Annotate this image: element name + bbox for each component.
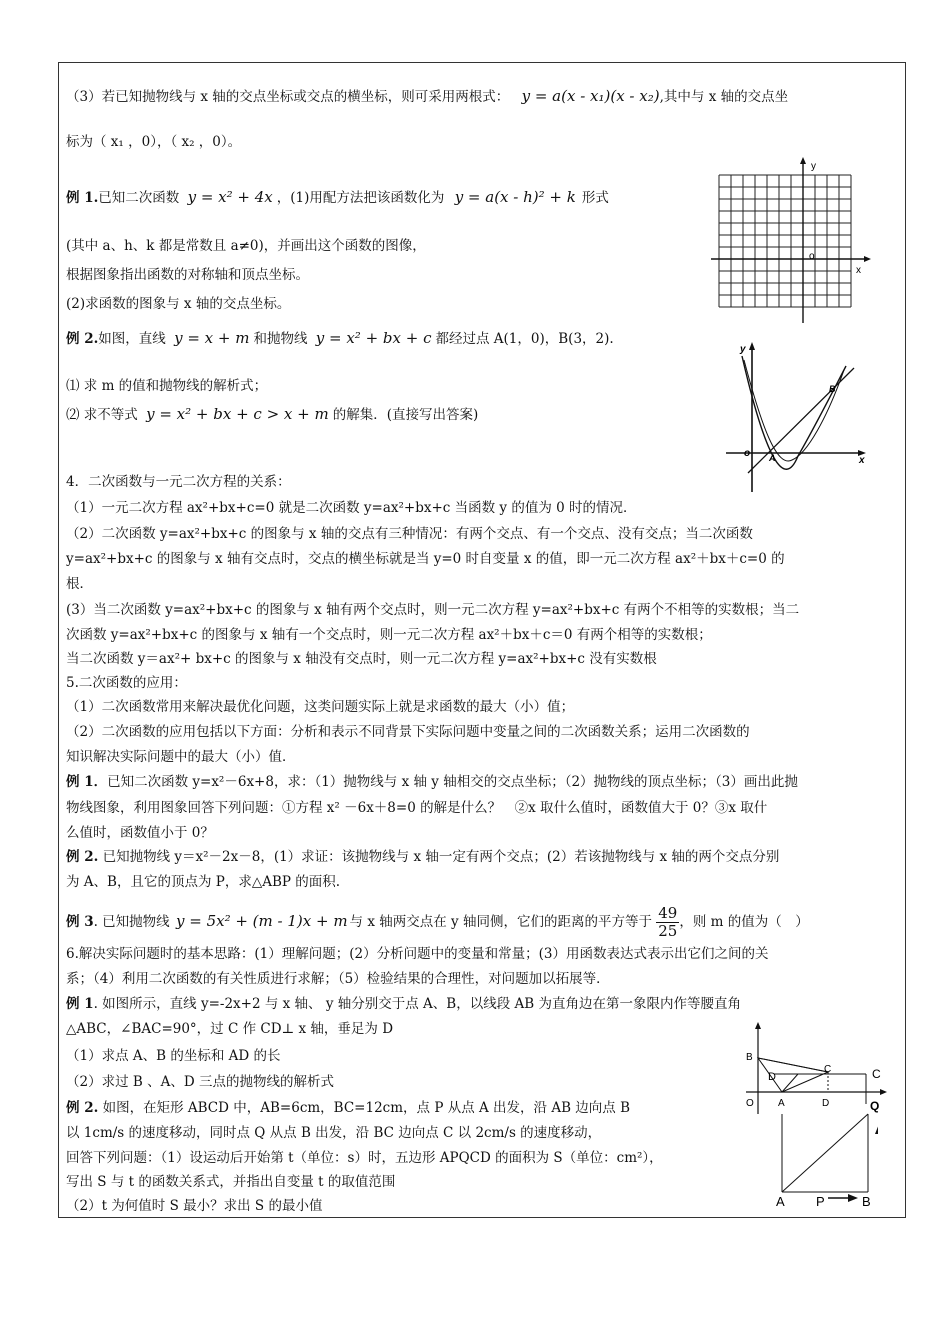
section-5-point-1: （1）二次函数常用来解决最优化问题，这类问题实际上就是求函数的最大（小）值； bbox=[66, 699, 575, 715]
vertex-form-formula: y = a(x - h)² + k bbox=[454, 188, 576, 206]
example-1-line-2: (其中 a、h、k 都是常数且 a≠0)，并画出这个函数的图像， bbox=[66, 238, 426, 254]
text: . 已知抛物线 bbox=[93, 914, 170, 930]
section-5-example-1c: 么值时，函数值小于 0？ bbox=[66, 825, 214, 841]
section-6-example-2b: 以 1cm/s 的速度移动，同时点 Q 从点 B 出发，沿 BC 边向点 C 以 2cm/s 的速度移动， bbox=[66, 1125, 602, 1141]
y-axis-label: y bbox=[811, 161, 816, 172]
section-6-example-1-question-1: （1）求点 A、B 的坐标和 AD 的长 bbox=[66, 1048, 281, 1064]
section-4-point-3a: (3）当二次函数 y=ax²+bx+c 的图象与 x 轴有两个交点时，则一元二次方程 y=ax²+bx+c 有两个不相等的实数根；当二 bbox=[66, 602, 800, 618]
rectangle-figure bbox=[768, 1112, 878, 1212]
example-1-line-4: (2)求函数的图象与 x 轴的交点坐标。 bbox=[66, 296, 291, 312]
section-6-example-2a bbox=[66, 1100, 630, 1117]
example-label: 例 1 bbox=[66, 996, 94, 1012]
point-d-label: D bbox=[768, 1071, 776, 1083]
fraction-numerator: 49 bbox=[658, 904, 678, 922]
example-2-question-2 bbox=[66, 406, 478, 424]
section-6-example-2d: 写出 S 与 t 的函数关系式，并指出自变量 t 的取值范围 bbox=[66, 1174, 396, 1190]
arrow-right-icon bbox=[848, 1194, 858, 1202]
text: ,其中与 x 轴的交点坐 bbox=[659, 89, 789, 105]
parabola-line-figure bbox=[722, 338, 870, 496]
section-5-example-1a bbox=[66, 774, 798, 791]
text: 已知二次函数 bbox=[98, 190, 180, 206]
fraction bbox=[656, 905, 679, 940]
text: ⑵ 求不等式 bbox=[66, 407, 138, 423]
section-6-example-2c: 回答下列问题：（1）设运动后开始第 t（单位：s）时，五边形 APQCD 的面积为 S（单位：cm²）， bbox=[66, 1150, 663, 1166]
text: 形式 bbox=[581, 190, 609, 206]
triangle-figure bbox=[738, 1022, 888, 1117]
text: 如图，直线 bbox=[98, 331, 166, 347]
line-formula: y = x + m bbox=[174, 329, 250, 347]
fraction-denominator: 25 bbox=[658, 922, 678, 940]
point-c-label: C bbox=[824, 1064, 832, 1075]
straight-line bbox=[748, 368, 854, 473]
point-a-label: A bbox=[778, 1098, 785, 1109]
section-4-point-2c: 根． bbox=[66, 576, 93, 592]
section-6-line-a: 6.解决实际问题时的基本思路：(1）理解问题；(2）分析问题中的变量和常量；(3）用函数表达式表示出它们之间的关 bbox=[66, 946, 769, 962]
section-6-example-2e: （2）t 为何值时 S 最小？求出 S 的最小值 bbox=[66, 1198, 323, 1214]
section-5-title: 5.二次函数的应用： bbox=[66, 675, 187, 691]
intersection-coords-line: 标为（ x₁ ，0），（ x₂ ，0）。 bbox=[66, 134, 242, 150]
text: 与 x 轴两交点在 y 轴同侧，它们的距离的平方等于 bbox=[349, 914, 652, 930]
parabola-curve-2 bbox=[744, 360, 844, 461]
example-1-line bbox=[66, 189, 609, 207]
example-label: 例 2. bbox=[66, 1100, 99, 1116]
x-axis-label: x bbox=[856, 265, 861, 276]
grid-figure bbox=[705, 155, 875, 325]
text: 都经过点 A(1，0)，B(3，2). bbox=[435, 331, 614, 347]
point-a-label: A bbox=[769, 453, 776, 463]
section-4-title: 4．二次函数与一元二次方程的关系： bbox=[66, 474, 291, 490]
section-6-line-b: 系；（4）利用二次函数的有关性质进行求解；（5）检验结果的合理性，对问题加以拓展等． bbox=[66, 971, 610, 987]
example-1-line-3: 根据图象指出函数的对称轴和顶点坐标。 bbox=[66, 267, 309, 283]
section-4-point-3c: 当二次函数 y＝ax²+ bx+c 的图象与 x 轴没有交点时，则一元二次方程 y=ax²+bx+c 没有实数根 bbox=[66, 651, 657, 667]
section-5-example-2a bbox=[66, 849, 779, 866]
text: 的解集．(直接写出答案) bbox=[332, 407, 479, 423]
text: ，(1)用配方法把该函数化为 bbox=[276, 190, 445, 206]
section-6-example-1-question-2: （2）求过 B 、A、D 三点的抛物线的解析式 bbox=[66, 1074, 334, 1090]
point-d2-label: D bbox=[822, 1098, 830, 1109]
example-label: 例 3 bbox=[66, 914, 94, 930]
section-5-point-2a: （2）二次函数的应用包括以下方面：分析和表示不同背景下实际问题中变量之间的二次函数关系；运用二次函数的 bbox=[66, 724, 750, 740]
example-label: 例 1． bbox=[66, 774, 108, 790]
section-4-point-1: （1）一元二次方程 ax²+bx+c=0 就是二次函数 y=ax²+bx+c 当函数 y 的值为 0 时的情况． bbox=[66, 500, 637, 516]
x-axis-label: x bbox=[859, 455, 865, 466]
text: （3）若已知抛物线与 x 轴的交点坐标或交点的横坐标，则可采用两根式： bbox=[66, 89, 510, 105]
section-5-point-2b: 知识解决实际问题中的最大（小）值． bbox=[66, 749, 296, 765]
text: 如图，在矩形 ABCD 中，AB=6cm，BC=12cm，点 P 从点 A 出发，沿 AB 边向点 B bbox=[98, 1100, 630, 1116]
point-p-label: P bbox=[816, 1194, 825, 1209]
parabola-formula: y = 5x² + (m - 1)x + m bbox=[175, 912, 348, 930]
point-b-label: B bbox=[746, 1052, 753, 1063]
inequality-formula: y = x² + bx + c > x + m bbox=[146, 405, 329, 423]
y-axis-label: y bbox=[740, 344, 746, 355]
section-4-point-2a: （2）二次函数 y=ax²+bx+c 的图象与 x 轴的交点有三种情况：有两个交点、有一个交点、没有交点；当二次函数 bbox=[66, 526, 753, 542]
origin-label: o bbox=[809, 251, 815, 262]
example-2-line bbox=[66, 330, 614, 348]
text: 已知二次函数 y=x²－6x+8，求：（1）抛物线与 x 轴 y 轴相交的交点坐标；（2）抛物线的顶点坐标；（3）画出此抛 bbox=[107, 774, 798, 790]
point-q-label: Q bbox=[870, 1099, 880, 1113]
example-label: 例 2. bbox=[66, 331, 99, 347]
two-root-form-line bbox=[66, 88, 788, 106]
function-formula: y = x² + 4x bbox=[187, 188, 273, 206]
example-label: 例 2. bbox=[66, 849, 99, 865]
parabola-formula: y = x² + bx + c bbox=[315, 329, 432, 347]
section-5-example-3 bbox=[66, 900, 809, 943]
text: 已知抛物线 y＝x²－2x－8，(1）求证：该抛物线与 x 轴一定有两个交点；(2）若该抛物线与 x 轴的两个交点分别 bbox=[98, 849, 780, 865]
section-6-example-1a bbox=[66, 996, 741, 1013]
point-c2-label: C bbox=[872, 1067, 881, 1081]
text: ，则 m 的值为（ ） bbox=[679, 914, 809, 930]
two-root-formula: y = a(x - x₁)(x - x₂) bbox=[521, 87, 660, 105]
point-b-label: B bbox=[829, 384, 836, 394]
text: 和抛物线 bbox=[253, 331, 308, 347]
text: . 如图所示，直线 y=-2x+2 与 x 轴、 y 轴分别交于点 A、B，以线段 AB 为直角边在第一象限内作等腰直角 bbox=[93, 996, 741, 1012]
section-5-example-1b: 物线图象，利用图象回答下列问题：①方程 x² －6x＋8=0 的解是什么？ ②x 取什么值时，函数值大于 0？③x 取什 bbox=[66, 800, 768, 816]
origin-label: O bbox=[746, 1098, 754, 1109]
section-5-example-2b: 为 A、B，且它的顶点为 P，求△ABP 的面积. bbox=[66, 874, 341, 890]
section-6-example-1b: △ABC，∠BAC=90°，过 C 作 CD⊥ x 轴，垂足为 D bbox=[66, 1021, 394, 1037]
point-b-label: B bbox=[862, 1194, 871, 1209]
section-4-point-3b: 次函数 y=ax²+bx+c 的图象与 x 轴有一个交点时，则一元二次方程 ax²＋bx＋c＝0 有两个相等的实数根； bbox=[66, 627, 712, 643]
section-4-point-2b: y=ax²+bx+c 的图象与 x 轴有交点时，交点的横坐标就是当 y=0 时自变量 x 的值，即一元二次方程 ax²＋bx＋c=0 的 bbox=[66, 551, 785, 567]
point-a-label: A bbox=[776, 1194, 785, 1209]
example-label: 例 1. bbox=[66, 190, 99, 206]
arrow-up-icon bbox=[875, 1124, 878, 1134]
origin-label: o bbox=[744, 448, 751, 459]
example-2-question-1: ⑴ 求 m 的值和抛物线的解析式； bbox=[66, 378, 268, 394]
